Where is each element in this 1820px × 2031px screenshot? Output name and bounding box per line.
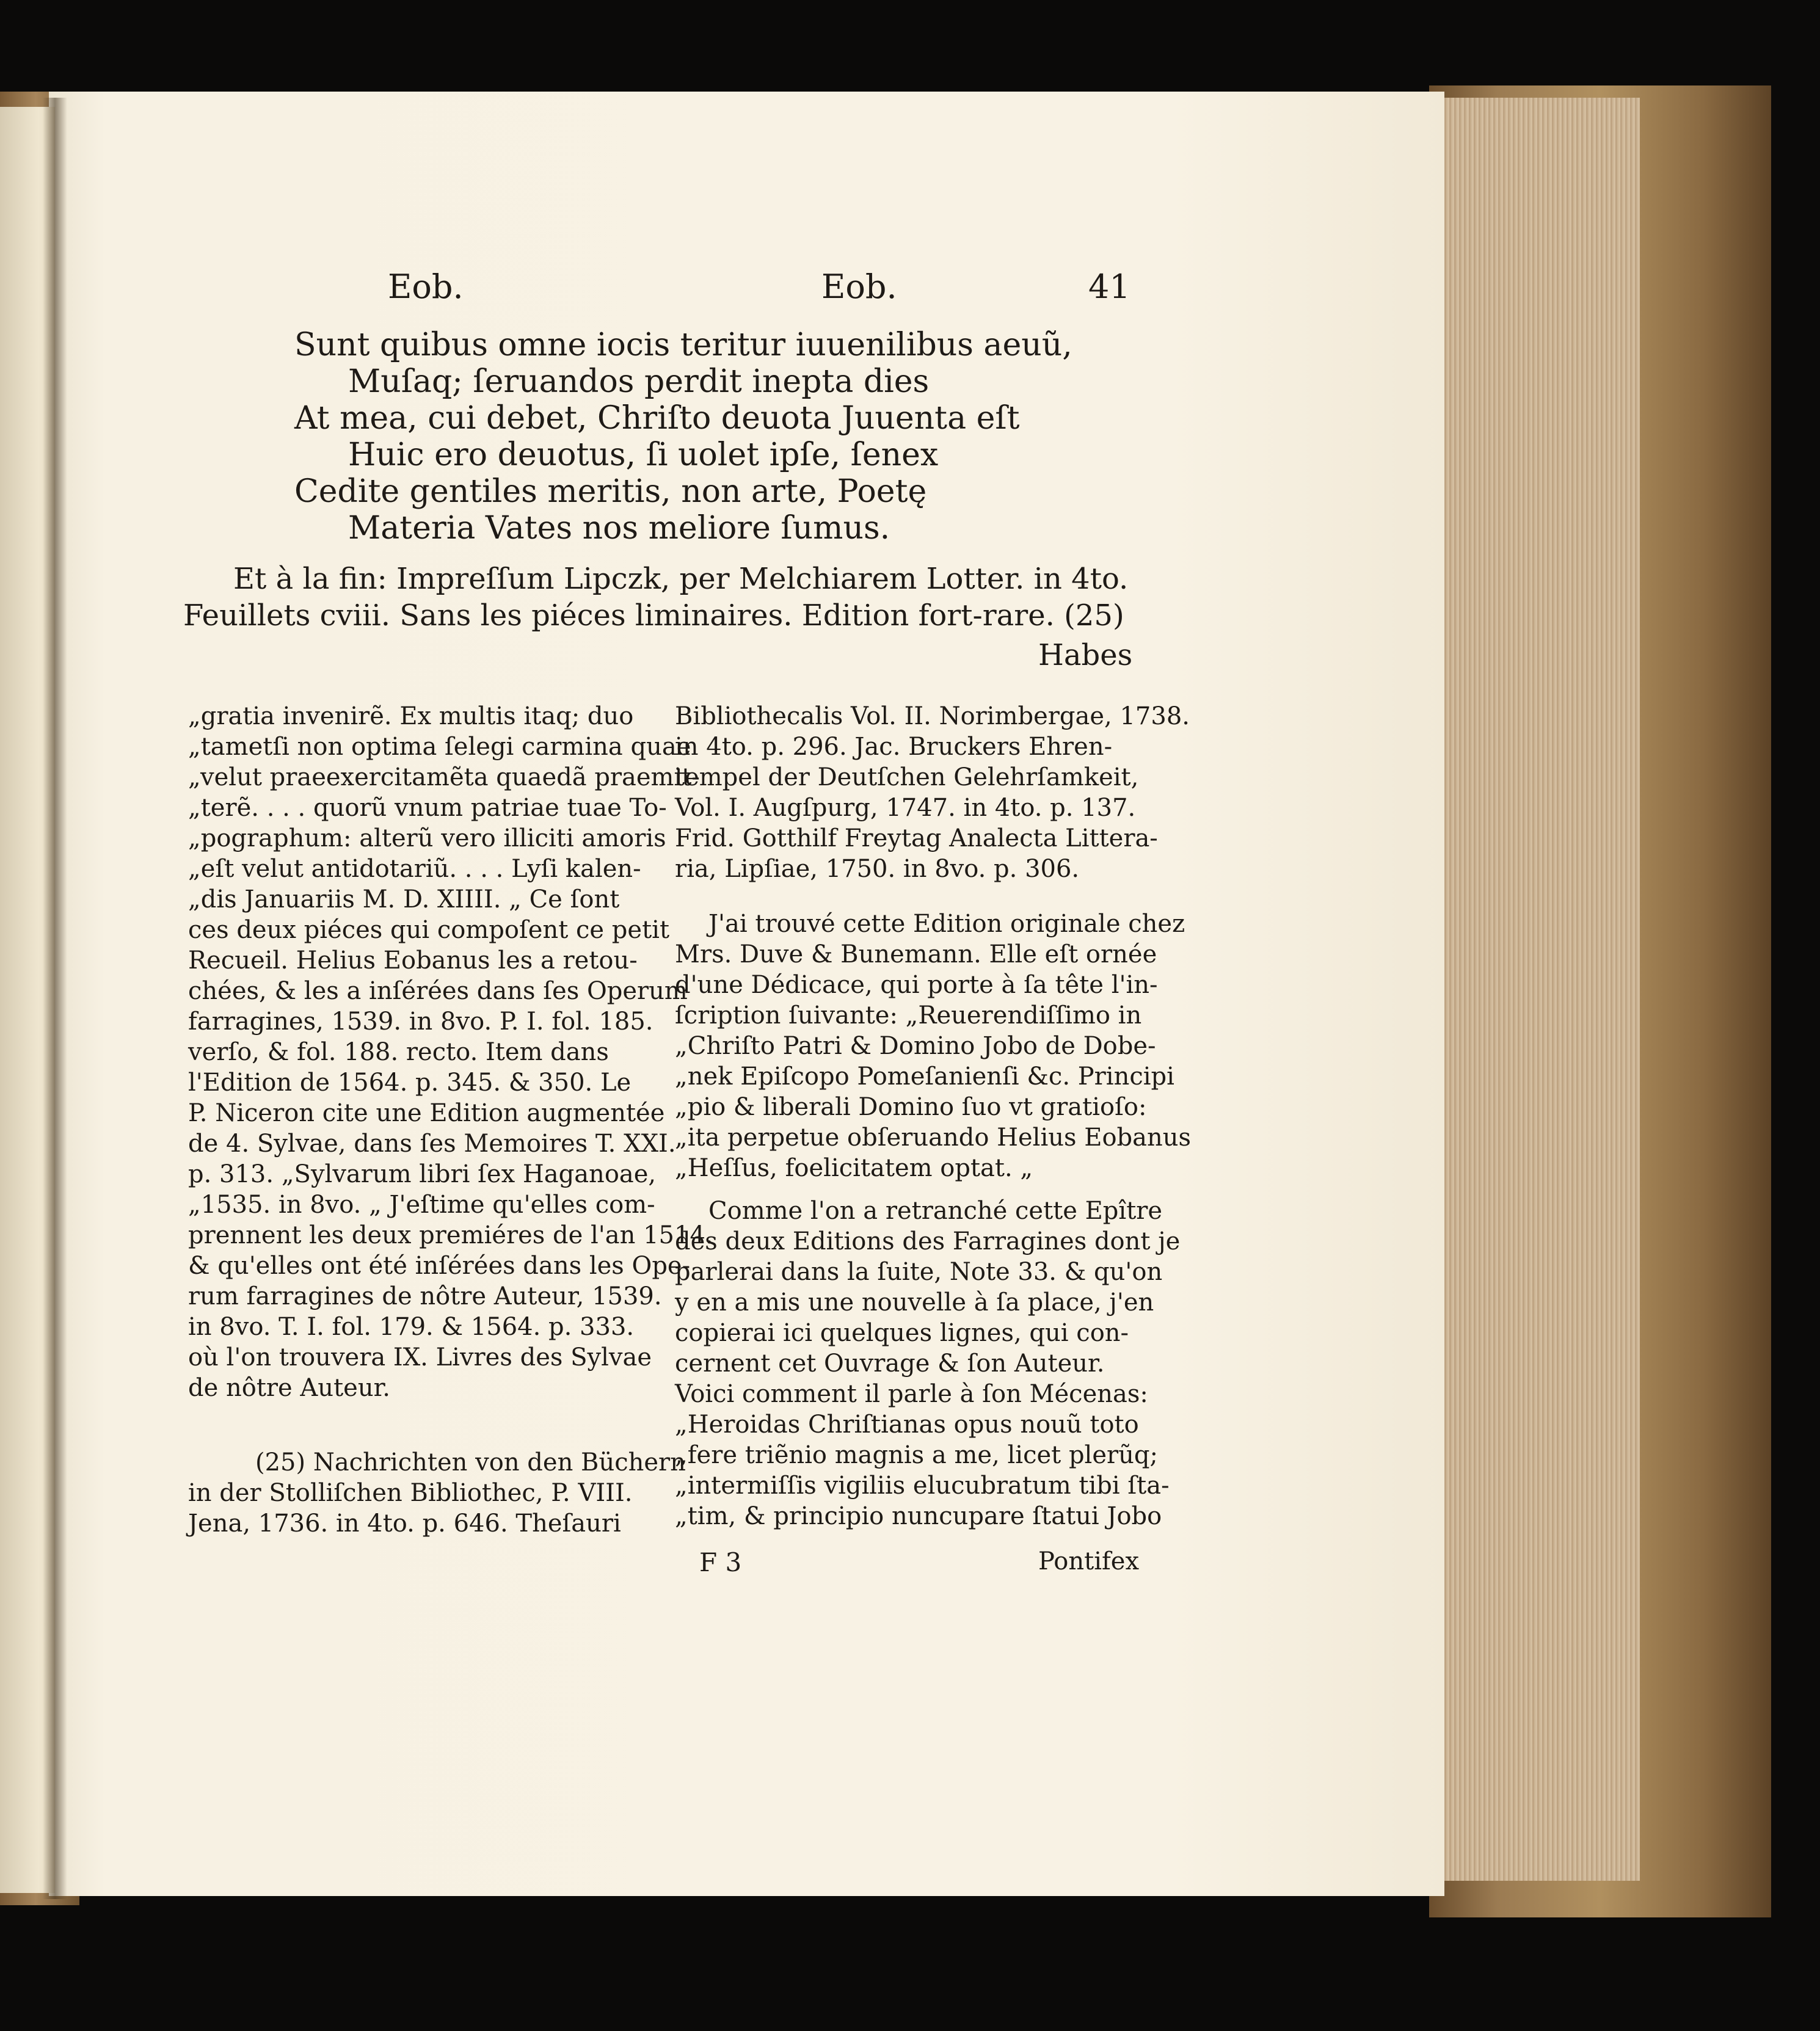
text-line: ces deux piéces qui compoſent ce petit [188, 916, 670, 944]
verse-line-6: Materia Vates nos meliore ſumus. [348, 510, 890, 547]
text-line: „nek Epiſcopo Pomeſanienſi &c. Principi [675, 1063, 1174, 1091]
text-line: „ita perpetue obſeruando Helius Eobanus [675, 1124, 1192, 1152]
text-line: chées, & les a inſérées dans ſes Operum [188, 977, 688, 1005]
text-line: „Heſſus, foelicitatem optat. „ [675, 1154, 1033, 1182]
right-column-paragraph-2 [675, 1196, 1180, 1531]
right-column-top [675, 701, 1190, 884]
text-line: „intermiſſis vigiliis elucubratum tibi ſta- [675, 1472, 1170, 1500]
text-line: parlerai dans la ſuite, Note 33. & qu'on [675, 1258, 1163, 1286]
text-line: Vol. I. Augſpurg, 1747. in 4to. p. 137. [675, 794, 1136, 822]
text-line: où l'on trouvera IX. Livres des Sylvae [188, 1343, 652, 1372]
text-line: prennent les deux premiéres de l'an 1514. [188, 1221, 713, 1249]
text-line: d'une Dédicace, qui porte à ſa tête l'in- [675, 971, 1158, 999]
text-line: „fere triẽnio magnis a me, licet plerũq; [675, 1441, 1158, 1469]
text-line: „Chriſto Patri & Domino Jobo de Dobe- [675, 1032, 1156, 1060]
running-header-center: Eob. [821, 267, 897, 306]
colophon-line-2: Feuillets cviii. Sans les piéces liminaires. Edition fort-rare. (25) [183, 598, 1124, 633]
text-line: „pio & liberali Domino ſuo vt gratioſo: [675, 1093, 1147, 1121]
text-line: copierai ici quelques lignes, qui con- [675, 1319, 1129, 1347]
page-number: 41 [1088, 267, 1130, 306]
text-line: y en a mis une nouvelle à ſa place, j'en [675, 1288, 1154, 1317]
text-line: Recueil. Helius Eobanus les a retou- [188, 946, 638, 975]
running-header-left: Eob. [388, 267, 464, 306]
text-line: „pographum: alterũ vero illiciti amoris [188, 824, 666, 852]
text-line: p. 313. „Sylvarum libri ſex Haganoae, [188, 1160, 657, 1188]
text-line: J'ai trouvé cette Edition originale chez [708, 910, 1185, 938]
text-line: „dis Januariis M. D. XIIII. „ Ce ſont [188, 885, 620, 914]
footnote-25 [188, 1447, 686, 1539]
text-line: Bibliothecalis Vol. II. Norimbergae, 1738. [675, 702, 1190, 730]
signature-mark: F 3 [699, 1547, 742, 1577]
text-line: ria, Lipſiae, 1750. in 8vo. p. 306. [675, 855, 1080, 883]
text-line: in 4to. p. 296. Jac. Bruckers Ehren- [675, 733, 1113, 761]
catchword-pontifex: Pontifex [1038, 1547, 1140, 1575]
text-line: cernent cet Ouvrage & ſon Auteur. [675, 1350, 1105, 1378]
text-line: „1535. in 8vo. „ J'eſtime qu'elles com- [188, 1191, 655, 1219]
text-line: verſo, & fol. 188. recto. Item dans [188, 1038, 609, 1066]
text-line: „tametſi non optima ſelegi carmina quae [188, 733, 691, 761]
text-line: rum farragines de nôtre Auteur, 1539. [188, 1282, 662, 1310]
page-edges [1432, 98, 1640, 1881]
verse-line-1: Sunt quibus omne iocis teritur iuuenilibus aeuũ, [294, 327, 1072, 363]
text-line: in 8vo. T. I. fol. 179. & 1564. p. 333. [188, 1313, 635, 1341]
text-line: de 4. Sylvae, dans ſes Memoires T. XXI. [188, 1130, 676, 1158]
text-line: tempel der Deutſchen Gelehrſamkeit, [675, 763, 1139, 791]
verse-line-3: At mea, cui debet, Chriſto deuota Juuenta eſt [294, 400, 1020, 437]
catchword-habes: Habes [1038, 638, 1133, 672]
text-line: „Heroidas Chriſtianas opus nouũ toto [675, 1411, 1139, 1439]
text-line: de nôtre Auteur. [188, 1374, 391, 1402]
text-line: Comme l'on a retranché cette Epître [708, 1197, 1163, 1225]
right-column-paragraph-1 [675, 909, 1191, 1183]
verse-line-5: Cedite gentiles meritis, non arte, Poetę [294, 473, 927, 510]
text-line: Frid. Gotthilf Freytag Analecta Littera- [675, 824, 1158, 852]
verse-line-4: Huic ero deuotus, ſi uolet ipſe, ſenex [348, 437, 939, 473]
text-line: farragines, 1539. in 8vo. P. I. fol. 185. [188, 1008, 653, 1036]
text-line: „velut praeexercitamẽta quaedã praemit- [188, 763, 700, 791]
text-line: des deux Editions des Farragines dont je [675, 1227, 1181, 1255]
text-line: Voici comment il parle à ſon Mécenas: [675, 1380, 1148, 1408]
text-line: Jena, 1736. in 4to. p. 646. Theſauri [188, 1510, 621, 1538]
verse-line-2: Muſaq; ſeruandos perdit inepta dies [348, 363, 930, 400]
text-line: in der Stolliſchen Bibliothec, P. VIII. [188, 1479, 633, 1507]
text-line: ſcription ſuivante: „Reuerendiſſimo in [675, 1001, 1142, 1030]
text-line: Mrs. Duve & Bunemann. Elle eſt ornée [675, 940, 1157, 968]
text-line: „eſt velut antidotariũ. . . . Lyſi kalen- [188, 855, 641, 883]
left-column [188, 701, 713, 1403]
text-line: l'Edition de 1564. p. 345. & 350. Le [188, 1069, 632, 1097]
text-line: P. Niceron cite une Edition augmentée [188, 1099, 665, 1127]
page-gutter [43, 98, 67, 1899]
text-line: & qu'elles ont été inſérées dans les Ope- [188, 1252, 691, 1280]
colophon-line-1: Et à la fin: Impreſſum Lipczk, per Melchiarem Lotter. in 4to. [233, 562, 1129, 596]
text-line: (25) Nachrichten von den Büchern [255, 1448, 686, 1477]
text-line: „tim, & principio nuncupare ſtatui Jobo [675, 1502, 1162, 1530]
text-line: „terẽ. . . . quorũ vnum patriae tuae To- [188, 794, 667, 822]
text-line: „gratia invenirẽ. Ex multis itaq; duo [188, 702, 634, 730]
